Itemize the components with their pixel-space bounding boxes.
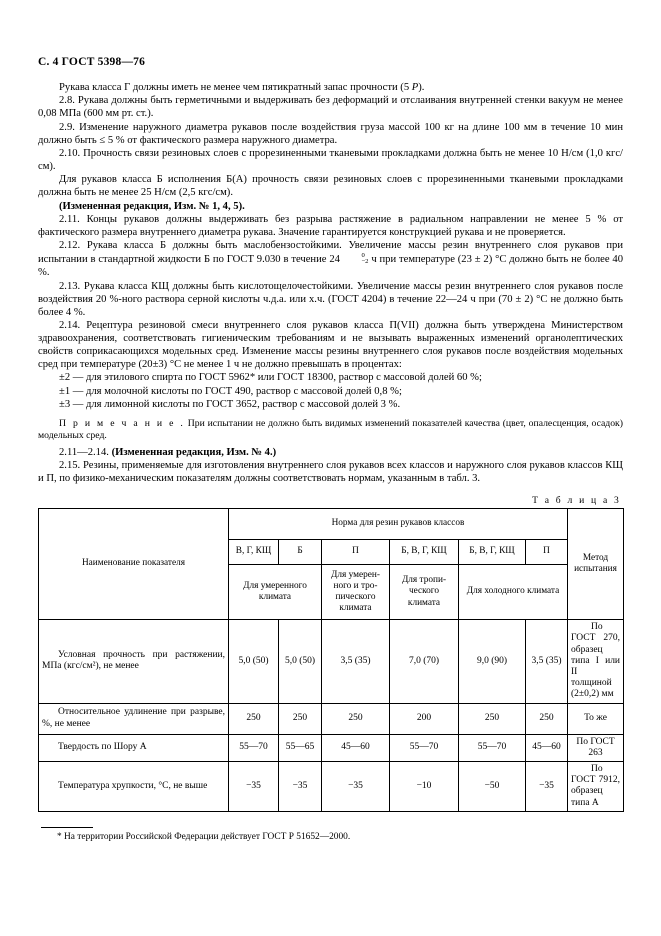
cell-brittleness-3: −35	[322, 761, 390, 811]
list-item-ethyl-alcohol: ±2 — для этилового спирта по ГОСТ 5962* или ГОСТ 18300, раствор с массовой долей 60 %;	[59, 372, 482, 384]
header-climate-tropical: Для тропи-ческого климата	[390, 565, 459, 620]
header-class-3: П	[322, 540, 390, 565]
cell-hardness-3: 45—60	[322, 734, 390, 761]
footnote-block	[38, 827, 623, 843]
row-name-elongation: Относительное удлинение при разрыве, %, не менее	[39, 703, 229, 734]
header-climate-moderate-tropical: Для умерен-ного и тро-пического климата	[322, 565, 390, 620]
page-content	[38, 56, 623, 843]
cell-brittleness-4: −10	[390, 761, 459, 811]
row-name-brittleness-temp: Температура хрупкости, °С, не выше	[39, 761, 229, 811]
cell-brittleness-5: −50	[459, 761, 526, 811]
header-norm-group: Норма для резин рукавов классов	[229, 509, 568, 540]
paragraph-2-12	[38, 240, 623, 280]
paragraph-intro-tail: ).	[418, 82, 425, 93]
paragraph-intro-text: Рукава класса Г должны иметь не менее чем пятикратный запас прочности (5	[59, 82, 412, 93]
cell-brittleness-2: −35	[279, 761, 322, 811]
paragraph-redaction-2	[38, 447, 623, 460]
footnote-text: * На территории Российской Федерации действует ГОСТ Р 51652—2000.	[57, 831, 351, 842]
cell-elongation-6: 250	[526, 703, 568, 734]
cell-hardness-4: 55—70	[390, 734, 459, 761]
redaction-2-range: 2.11—2.14.	[59, 446, 112, 458]
header-climate-moderate: Для умеренного климата	[229, 565, 322, 620]
tolerance-lower: −2	[361, 258, 369, 266]
cell-hardness-5: 55—70	[459, 734, 526, 761]
note-text: При испытании не должно быть видимых изменений показателей качества (цвет, опалесценция, осадок) модельных сред.	[38, 417, 623, 441]
redaction-2-label: (Измененная редакция, Изм. № 4.)	[111, 446, 277, 458]
cell-tensile-6: 3,5 (35)	[526, 620, 568, 703]
header-class-5: Б, В, Г, КЩ	[459, 540, 526, 565]
cell-brittleness-6: −35	[526, 761, 568, 811]
paragraph-intro	[38, 82, 623, 95]
cell-elongation-3: 250	[322, 703, 390, 734]
paragraph-2-13: 2.13. Рукава класса КЩ должны быть кислотощелочестойкими. Увеличение массы резин внутреннего слоя рукавов после воздействия 20 %-ного раствора серной кислоты ч.д.а. или х.ч. (ГОСТ 4204) в течение 22—24 ч при (70 ± 2) °С не должно быть более 4 %.	[38, 280, 623, 318]
header-class-2: Б	[279, 540, 322, 565]
paragraph-2-9: 2.9. Изменение наружного диаметра рукавов после воздействия груза массой 100 кг на длине 100 мм в течение 10 мин должно быть ≤ 5 % от фактического размера наружного диаметра.	[38, 121, 623, 146]
paragraph-redaction-1: (Измененная редакция, Изм. № 1, 4, 5).	[59, 200, 245, 212]
cell-tensile-2: 5,0 (50)	[279, 620, 322, 703]
cell-method-hardness: По ГОСТ 263	[568, 734, 624, 761]
paragraph-2-14: 2.14. Рецептура резиновой смеси внутреннего слоя рукавов класса П(VII) должна быть утверждена Министерством здравоохранения, соответствовать гигиеническим требованиям и не вызывать выраженных изменений органолептических свойств соприкасающихся модельных сред. Изменение массы резины внутреннего слоя рукавов после воздействия модельных сред при температуре (20±3) °С не менее 1 ч не должно превышать в процентах:	[38, 320, 623, 370]
header-class-4: Б, В, Г, КЩ	[390, 540, 459, 565]
cell-method-elongation: То же	[568, 703, 624, 734]
cell-hardness-2: 55—65	[279, 734, 322, 761]
paragraph-2-15: 2.15. Резины, применяемые для изготовления внутреннего слоя рукавов всех классов и наружного слоя рукавов классов КЩ и П, по физико-механическим показателям должны соответствовать нормам, указанным в табл. 3.	[38, 460, 623, 485]
table-caption: Т а б л и ц а 3	[532, 495, 621, 507]
header-indicator-name: Наименование показателя	[39, 509, 229, 620]
table-row	[39, 734, 624, 761]
paragraph-2-12-lead: 2.12. Рукава класса Б должны быть маслобензостойкими. Увеличение массы резин внутреннего слоя рукавов при испытании в стандартной жидкости Б по ГОСТ 9.030 в течение 24	[38, 240, 623, 266]
header-climate-cold: Для холодного климата	[459, 565, 568, 620]
page-header-label: С. 4 ГОСТ 5398—76	[38, 56, 146, 68]
row-name-tensile-strength: Условная прочность при растяжении, МПа (кгс/см²), не менее	[39, 620, 229, 703]
cell-hardness-1: 55—70	[229, 734, 279, 761]
cell-tensile-4: 7,0 (70)	[390, 620, 459, 703]
paragraph-2-11: 2.11. Концы рукавов должны выдерживать без разрыва растяжение в радиальном направлении не менее 5 % от фактического размера внутреннего диаметра рукава. Значение гарантируется конструкцией рукава и не проверяется.	[38, 214, 623, 238]
header-class-6: П	[526, 540, 568, 565]
cell-method-tensile: По ГОСТ 270, образец типа I или II толщиной (2±0,2) мм	[568, 620, 624, 703]
row-name-hardness: Твердость по Шору А	[39, 734, 229, 761]
note-label: П р и м е ч а н и е .	[59, 417, 185, 429]
cell-elongation-1: 250	[229, 703, 279, 734]
paragraph-2-12-tail: ч при температуре (23 ± 2) °С должно быть не более 40 %.	[38, 254, 624, 279]
cell-method-brittleness: По ГОСТ 7912, образец типа А	[568, 761, 624, 811]
table-row	[39, 703, 624, 734]
tolerance-fraction	[340, 253, 368, 265]
table-3	[38, 508, 624, 812]
header-class-1: В, Г, КЩ	[229, 540, 279, 565]
paragraph-2-8: 2.8. Рукава должны быть герметичными и выдерживать без деформаций и отслаивания внутренней стенки вакуум не менее 0,08 МПа (600 мм рт. ст.).	[38, 95, 623, 120]
header-method-line2: испытания	[574, 564, 617, 575]
footnote-divider	[41, 827, 93, 828]
cell-brittleness-1: −35	[229, 761, 279, 811]
paragraph-2-10-b: Для рукавов класса Б исполнения Б(А) прочность связи резиновых слоев с прорезиненными тканевыми прокладками должна быть не менее 25 Н/см (2,5 кгс/см).	[38, 174, 623, 199]
list-item-lactic-acid: ±1 — для молочной кислоты по ГОСТ 490, раствор с массовой долей 0,8 %;	[59, 385, 402, 397]
cell-elongation-4: 200	[390, 703, 459, 734]
paragraph-intro-italic: P	[411, 82, 419, 93]
list-item-citric-acid: ±3 — для лимонной кислоты по ГОСТ 3652, раствор с массовой долей 3 %.	[59, 398, 401, 410]
table-header-row-1	[39, 509, 624, 540]
cell-tensile-1: 5,0 (50)	[229, 620, 279, 703]
note-block	[38, 418, 623, 442]
cell-elongation-5: 250	[459, 703, 526, 734]
table-row	[39, 620, 624, 703]
cell-elongation-2: 250	[279, 703, 322, 734]
header-method	[568, 509, 624, 620]
header-method-line1: Метод	[582, 552, 609, 563]
tolerance-upper: 0	[361, 252, 365, 260]
cell-hardness-6: 45—60	[526, 734, 568, 761]
paragraph-2-10: 2.10. Прочность связи резиновых слоев с прорезиненными тканевыми прокладками должна быть не менее 10 Н/см (1,0 кгс/см).	[38, 148, 623, 172]
cell-tensile-5: 9,0 (90)	[459, 620, 526, 703]
cell-tensile-3: 3,5 (35)	[322, 620, 390, 703]
table-row	[39, 761, 624, 811]
